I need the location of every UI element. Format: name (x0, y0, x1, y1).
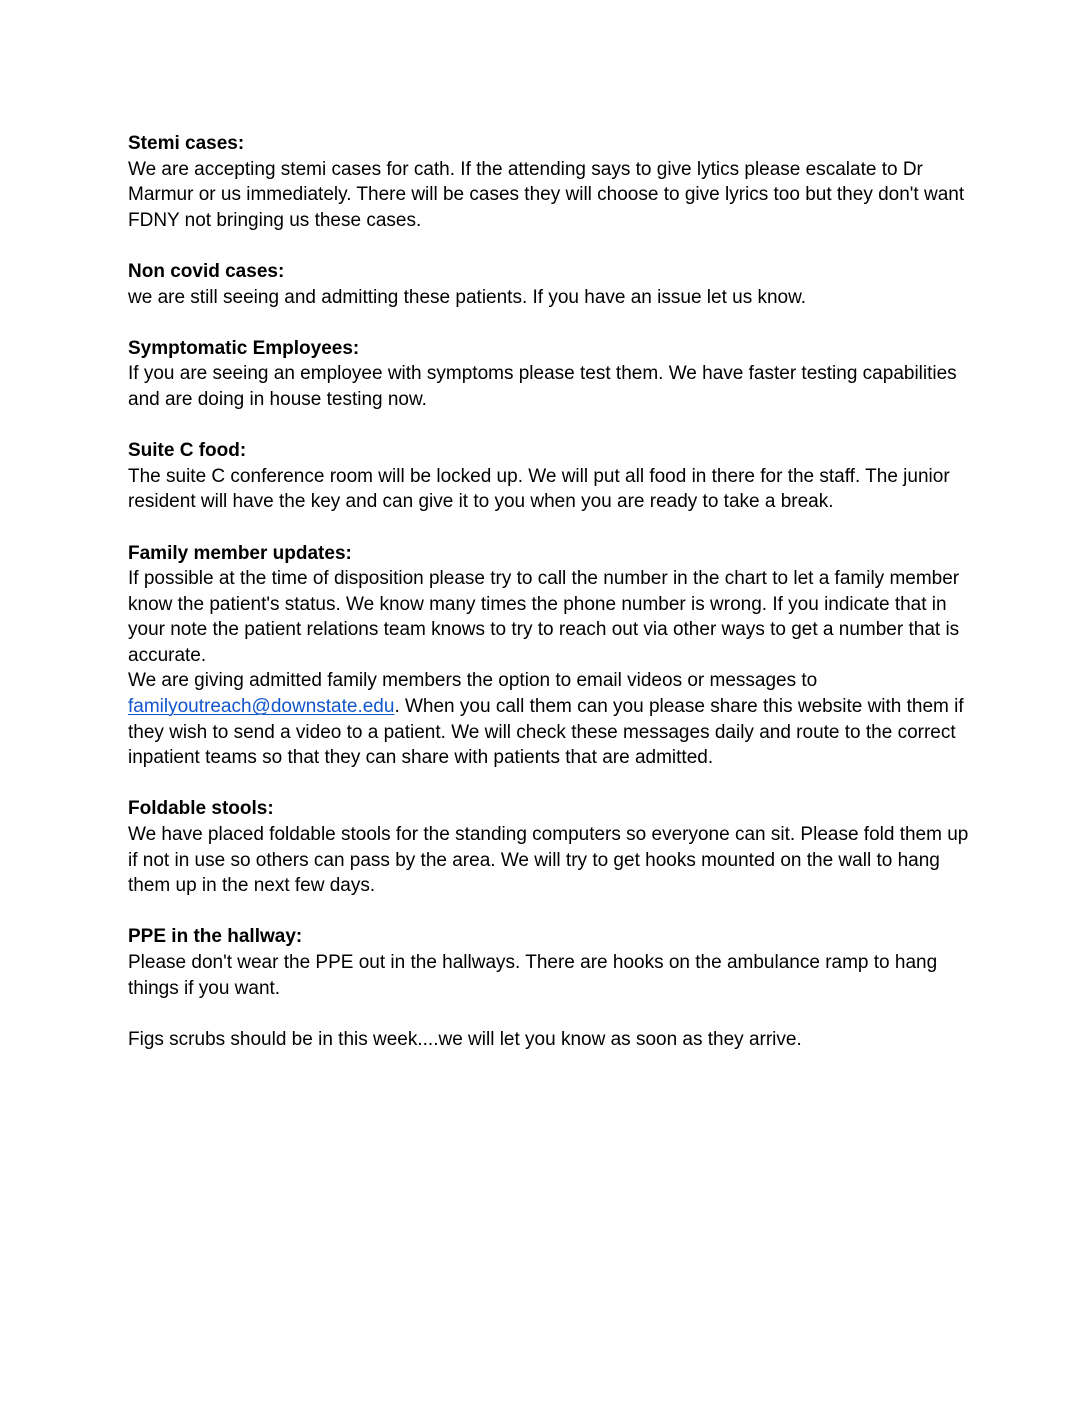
email-link[interactable]: familyoutreach@downstate.edu (128, 696, 395, 718)
section-stemi-cases (128, 131, 978, 233)
section-paragraph: We have placed foldable stools for the standing computers so everyone can sit. Please fold them up if not in use so others can pass by the area. We will try to get hooks mounted on the wall to hang them up in the next few days. (128, 824, 969, 897)
section-heading: Family member updates: (128, 542, 352, 564)
section-paragraph: The suite C conference room will be locked up. We will put all food in there for the staff. The junior resident will have the key and can give it to you when you are ready to take a break. (128, 465, 950, 513)
section-ppe-in-hallway (128, 924, 978, 1001)
section-heading: Suite C food: (128, 440, 247, 462)
closing-paragraph: Figs scrubs should be in this week....we will let you know as soon as they arrive. (128, 1028, 802, 1050)
section-heading: PPE in the hallway: (128, 926, 303, 948)
section-suite-c-food (128, 438, 978, 515)
section-paragraph: If possible at the time of disposition please try to call the number in the chart to let a family member know the patient's status. We know many times the phone number is wrong. If you indicate that in your note the patient relations team knows to try to reach out via other ways to get a number that is accurate. (128, 568, 960, 666)
section-paragraph: We are accepting stemi cases for cath. If the attending says to give lytics please escalate to Dr Marmur or us immediately. There will be cases they will choose to give lyrics too but they don't want FDNY not bringing us these cases. (128, 158, 965, 231)
section-non-covid-cases (128, 259, 978, 310)
paragraph-text-after-email: . When you call them can you please share this website with them if they wish to send a video to a patient. We will check these messages daily and route to the correct inpatient teams so that they can share with patients that are admitted. (128, 696, 964, 769)
section-heading: Stemi cases: (128, 133, 245, 154)
section-paragraph: we are still seeing and admitting these patients. If you have an issue let us know. (128, 286, 807, 308)
section-foldable-stools (128, 796, 978, 898)
section-paragraph: Please don't wear the PPE out in the hallways. There are hooks on the ambulance ramp to hang things if you want. (128, 952, 938, 999)
section-family-member-updates (128, 541, 978, 771)
paragraph-text-before-email: We are giving admitted family members the option to email videos or messages to (128, 670, 818, 692)
section-paragraph-email (128, 668, 978, 770)
section-symptomatic-employees (128, 336, 978, 413)
section-heading: Non covid cases: (128, 260, 285, 282)
section-paragraph: If you are seeing an employee with symptoms please test them. We have faster testing capabilities and are doing in house testing now. (128, 363, 957, 410)
document-body (128, 131, 978, 1078)
section-heading: Foldable stools: (128, 798, 274, 820)
section-heading: Symptomatic Employees: (128, 337, 360, 359)
closing-note (128, 1027, 978, 1053)
